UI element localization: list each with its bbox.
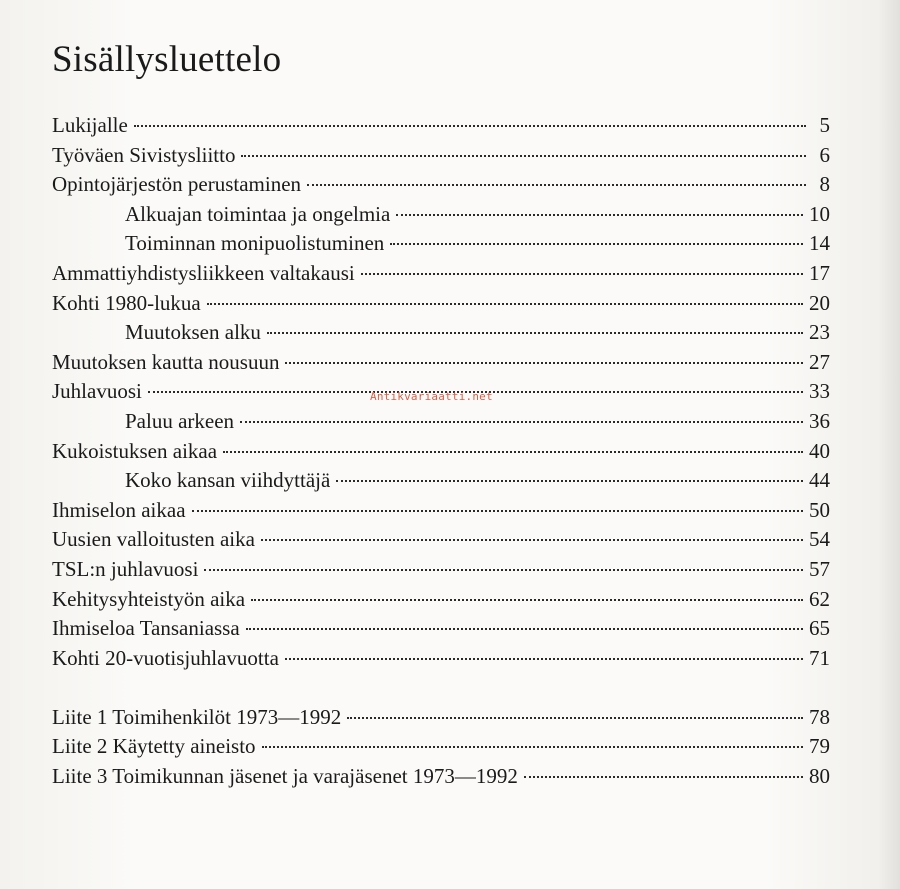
toc-subentry <box>52 318 830 348</box>
dot-leader <box>361 273 803 275</box>
dot-leader <box>285 658 803 660</box>
toc-entry-label: Opintojärjestön perustaminen <box>52 172 302 197</box>
dot-leader <box>251 599 803 601</box>
toc-page-number: 80 <box>809 764 830 789</box>
toc-entry <box>52 259 830 289</box>
toc-page-number: 10 <box>809 201 830 226</box>
page-title: Sisällysluettelo <box>52 39 282 80</box>
toc-subentry <box>52 229 830 259</box>
dot-leader <box>192 510 803 512</box>
toc-entry-label: Liite 2 Käytetty aineisto <box>52 734 256 759</box>
toc-appendix-section <box>52 703 830 792</box>
toc-entry <box>52 437 830 467</box>
dot-leader <box>524 776 803 778</box>
dot-leader <box>261 539 803 541</box>
toc-entry-label: Juhlavuosi <box>52 379 142 404</box>
toc-page-number: 54 <box>809 527 830 552</box>
toc-entry <box>52 525 830 555</box>
toc-entry-label: Ihmiseloa Tansaniassa <box>52 616 240 641</box>
dot-leader <box>223 451 803 453</box>
toc-entry-label: Kukoistuksen aikaa <box>52 438 218 463</box>
toc-entry-label: Lukijalle <box>52 113 128 137</box>
toc-page-number: 50 <box>809 497 830 522</box>
toc-page-number: 27 <box>809 349 830 374</box>
toc-page-number: 14 <box>809 231 830 256</box>
toc-page-number: 78 <box>809 704 830 729</box>
toc-entry-label: Työväen Sivistysliitto <box>52 142 236 167</box>
toc-entry-label: Kohti 20-vuotisjuhlavuotta <box>52 645 279 670</box>
toc-entry <box>52 348 830 378</box>
toc-page-number: 36 <box>809 408 830 433</box>
toc-entry <box>52 732 830 762</box>
toc-subentry <box>52 200 830 230</box>
toc-entry <box>52 170 830 200</box>
dot-leader <box>134 125 806 127</box>
toc-entry-label: Muutoksen kautta nousuun <box>52 349 280 374</box>
toc-entry-label: Liite 1 Toimihenkilöt 1973—1992 <box>52 704 342 729</box>
toc-page-number: 20 <box>809 290 830 315</box>
toc-entry-label: Muutoksen alku <box>125 320 261 345</box>
dot-leader <box>262 746 803 748</box>
dot-leader <box>267 332 803 334</box>
toc-page-number: 33 <box>809 379 830 404</box>
toc-entry-label: Uusien valloitusten aika <box>52 527 255 552</box>
toc-page-number: 71 <box>809 645 830 670</box>
toc-page-number: 44 <box>809 468 830 493</box>
watermark: Antikvariaatti.net <box>370 390 493 403</box>
dot-leader <box>241 155 806 157</box>
toc-entry <box>52 111 830 141</box>
toc-page-number: 6 <box>819 142 830 167</box>
toc-page-number: 40 <box>809 438 830 463</box>
toc-entry-label: Ammattiyhdistysliikkeen valtakausi <box>52 260 355 285</box>
dot-leader <box>285 362 803 364</box>
toc-entry <box>52 496 830 526</box>
toc-entry-label: Paluu arkeen <box>125 408 235 433</box>
dot-leader <box>390 243 803 245</box>
dot-leader <box>240 421 803 423</box>
dot-leader <box>307 184 806 186</box>
dot-leader <box>204 569 803 571</box>
toc-page-number: 5 <box>819 113 830 137</box>
toc-page-number: 79 <box>809 734 830 759</box>
toc-entry <box>52 289 830 319</box>
dot-leader <box>396 214 803 216</box>
toc-page-number: 57 <box>809 556 830 581</box>
toc-entry <box>52 762 830 792</box>
toc-entry-label: Kohti 1980-lukua <box>52 290 201 315</box>
toc-entry <box>52 141 830 171</box>
toc-entry <box>52 703 830 733</box>
toc-section-gap <box>52 673 830 703</box>
toc-subentry <box>52 466 830 496</box>
toc-entry-label: Toiminnan monipuolistuminen <box>125 231 385 256</box>
toc-page-number: 62 <box>809 586 830 611</box>
toc-page-number: 8 <box>819 172 830 197</box>
toc-page-number: 65 <box>809 616 830 641</box>
toc-entry <box>52 585 830 615</box>
toc-entry-label: Kehitysyhteistyön aika <box>52 586 246 611</box>
toc-page-number: 17 <box>809 260 830 285</box>
dot-leader <box>336 480 803 482</box>
toc-entry <box>52 614 830 644</box>
toc-entry <box>52 555 830 585</box>
toc-entry-label: Alkuajan toimintaa ja ongelmia <box>125 201 391 226</box>
dot-leader <box>246 628 803 630</box>
toc-entry <box>52 644 830 674</box>
toc-entry-label: Ihmiselon aikaa <box>52 497 186 522</box>
toc-page-number: 23 <box>809 320 830 345</box>
table-of-contents <box>52 111 830 792</box>
toc-entry-label: Koko kansan viihdyttäjä <box>125 468 331 493</box>
toc-subentry <box>52 407 830 437</box>
dot-leader <box>347 717 803 719</box>
toc-entry-label: Liite 3 Toimikunnan jäsenet ja varajäsenet 1973—1992 <box>52 764 518 789</box>
toc-entry-label: TSL:n juhlavuosi <box>52 556 199 581</box>
page-spine-shadow <box>878 0 900 889</box>
dot-leader <box>207 303 803 305</box>
